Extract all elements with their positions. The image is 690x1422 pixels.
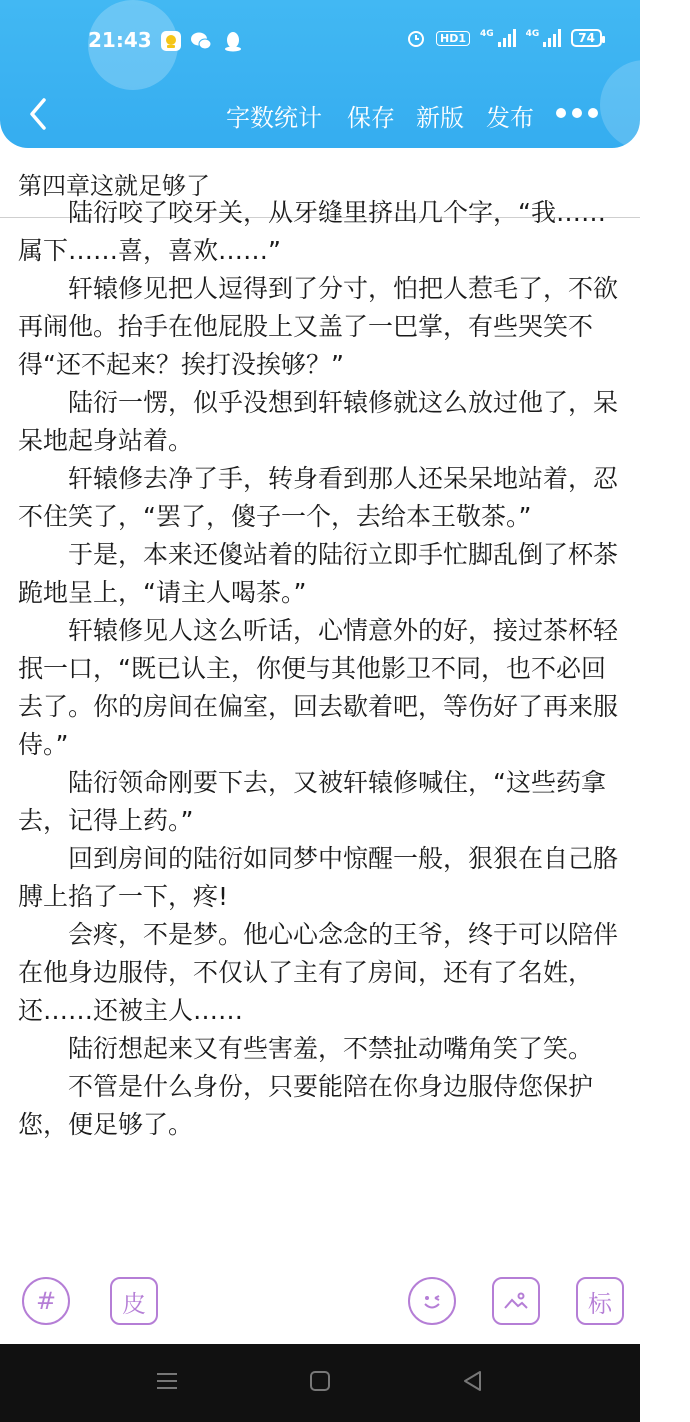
body-paragraph: 于是，本来还傻站着的陆衍立即手忙脚乱倒了杯茶跪地呈上，“请主人喝茶。” bbox=[18, 540, 619, 607]
qq-icon bbox=[222, 30, 244, 52]
body-paragraph: 陆衍一愣，似乎没想到轩辕修就这么放过他了，呆呆地起身站着。 bbox=[18, 388, 619, 455]
skin-label: 皮 bbox=[122, 1289, 146, 1318]
publish-button[interactable]: 发布 bbox=[486, 104, 534, 132]
skin-icon[interactable] bbox=[110, 1277, 158, 1325]
more-icon[interactable] bbox=[556, 96, 606, 130]
system-navigation-bar bbox=[0, 1344, 640, 1422]
tag-icon[interactable] bbox=[576, 1277, 624, 1325]
hash-label: # bbox=[35, 1287, 57, 1315]
image-icon[interactable] bbox=[492, 1277, 540, 1325]
network-type-2: 4G bbox=[525, 29, 540, 39]
top-header bbox=[0, 0, 640, 148]
word-count-button[interactable]: 字数统计 bbox=[226, 104, 322, 132]
battery-indicator: 74 bbox=[571, 29, 602, 47]
status-bar bbox=[0, 20, 640, 60]
menu-icon[interactable] bbox=[154, 1368, 180, 1394]
hash-icon[interactable] bbox=[22, 1277, 70, 1325]
network-type-1: 4G bbox=[479, 29, 494, 39]
chapter-title-input[interactable]: 第四章这就足够了 bbox=[18, 172, 210, 200]
body-paragraph: 陆衍想起来又有些害羞，不禁扯动嘴角笑了笑。 bbox=[68, 1034, 594, 1063]
image-mountain-icon bbox=[501, 1286, 531, 1316]
new-version-button[interactable]: 新版 bbox=[416, 104, 464, 132]
hd-badge bbox=[436, 31, 470, 46]
home-icon[interactable] bbox=[307, 1368, 333, 1394]
status-time: 21:43 bbox=[88, 28, 152, 52]
body-paragraph: 陆衍领命刚要下去，又被轩辕修喊住，“这些药拿去，记得上药。” bbox=[18, 768, 606, 835]
tag-label: 标 bbox=[588, 1289, 612, 1318]
editor-nav bbox=[0, 92, 640, 136]
body-paragraph: 不管是什么身份，只要能陪在你身边服侍您保护您，便足够了。 bbox=[18, 1072, 594, 1139]
editor-toolbar bbox=[0, 1275, 640, 1331]
app-notification-icon bbox=[160, 30, 182, 52]
wechat-icon bbox=[190, 30, 212, 52]
signal-1-icon bbox=[480, 29, 516, 47]
hd-label: HD bbox=[439, 31, 459, 45]
body-paragraph: 轩辕修见把人逗得到了分寸，怕把人惹毛了，不欲再闹他。抬手在他屁股上又盖了一巴掌，有些哭笑不得“还不起来？挨打没挨够？” bbox=[18, 274, 619, 379]
hd-sub: 1 bbox=[458, 31, 466, 45]
alarm-icon bbox=[406, 28, 426, 48]
save-button[interactable]: 保存 bbox=[347, 104, 395, 132]
back-icon[interactable] bbox=[22, 94, 62, 134]
body-paragraph: 轩辕修见人这么听话，心情意外的好，接过茶杯轻抿一口，“既已认主，你便与其他影卫不同，也不必回去了。你的房间在偏室，回去歇着吧，等伤好了再来服侍。” bbox=[18, 616, 619, 759]
chapter-body-editor[interactable] bbox=[18, 198, 628, 1261]
emoji-icon[interactable] bbox=[408, 1277, 456, 1325]
body-paragraph: 会疼，不是梦。他心心念念的王爷，终于可以陪伴在他身边服侍，不仅认了主有了房间，还有了名姓，还……还被主人…… bbox=[18, 920, 619, 1025]
body-paragraph: 陆衍咬了咬牙关，从牙缝里挤出几个字，“我……属下……喜，喜欢……” bbox=[18, 198, 606, 265]
body-paragraph: 回到房间的陆衍如同梦中惊醒一般，狠狠在自己胳膊上掐了一下，疼! bbox=[18, 844, 619, 911]
emoji-face-icon bbox=[417, 1286, 447, 1316]
status-right-group bbox=[406, 28, 602, 48]
body-paragraph: 轩辕修去净了手，转身看到那人还呆呆地站着，忍不住笑了，“罢了，傻子一个，去给本王敬茶。” bbox=[18, 464, 619, 531]
back-triangle-icon[interactable] bbox=[460, 1368, 486, 1394]
signal-2-icon bbox=[526, 29, 562, 47]
